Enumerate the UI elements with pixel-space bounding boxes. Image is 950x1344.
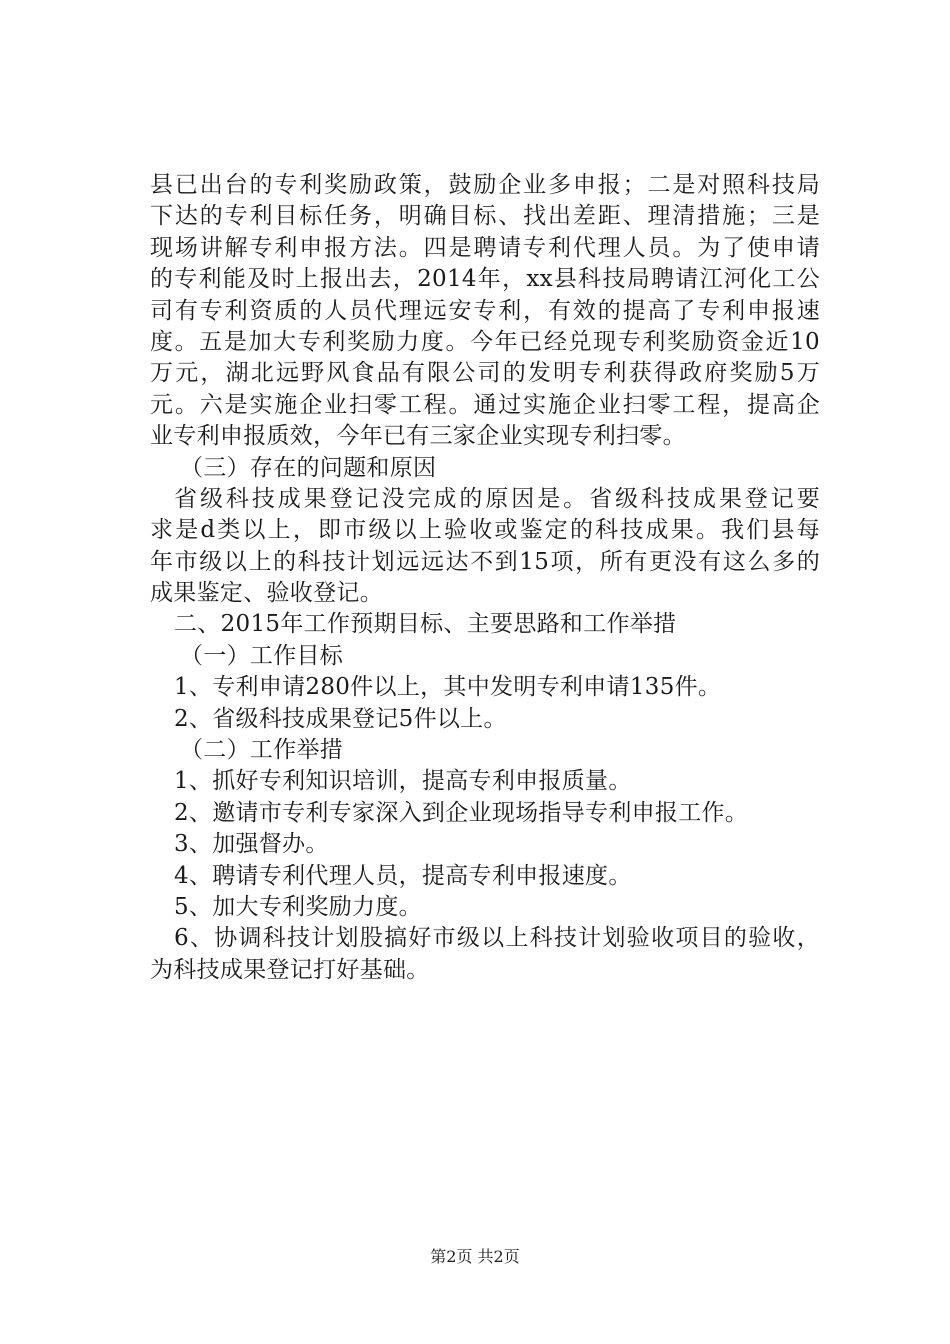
list-item: 5、加大专利奖励力度。: [174, 893, 422, 920]
paragraph-line: 求是d类以上，即市级以上验收或鉴定的科技成果。我们县每: [150, 517, 820, 544]
list-item: 4、聘请专利代理人员，提高专利申报速度。: [174, 862, 632, 889]
paragraph-line: 下达的专利目标任务，明确目标、找出差距、理清措施；三是: [150, 203, 820, 230]
paragraph-line: 年市级以上的科技计划远远达不到15项，所有更没有这么多的: [150, 548, 820, 575]
list-item: 2、邀请市专利专家深入到企业现场指导专利申报工作。: [174, 799, 749, 826]
paragraph-line: 元。六是实施企业扫零工程。通过实施企业扫零工程，提高企: [150, 391, 820, 418]
paragraph-line: 万元，湖北远野风食品有限公司的发明专利获得政府奖励5万: [150, 360, 820, 387]
subsection-heading: （一）工作目标: [180, 642, 344, 669]
paragraph-line: 现场讲解专利申报方法。四是聘请专利代理人员。为了使申请: [150, 234, 820, 261]
list-item: 1、抓好专利知识培训，提高专利申报质量。: [174, 768, 632, 795]
section-heading: 二、2015年工作预期目标、主要思路和工作举措: [174, 611, 677, 638]
list-item-continuation: 为科技成果登记打好基础。: [150, 956, 430, 983]
list-item: 6、协调科技计划股搞好市级以上科技计划验收项目的验收，: [174, 925, 820, 952]
list-item: 3、加强督办。: [174, 831, 329, 858]
paragraph-line: 司有专利资质的人员代理远安专利，有效的提高了专利申报速: [150, 297, 820, 324]
document-body: [150, 170, 820, 986]
section-heading: （三）存在的问题和原因: [180, 454, 437, 481]
paragraph-line: 成果鉴定、验收登记。: [150, 580, 383, 607]
subsection-heading: （二）工作举措: [180, 737, 344, 764]
paragraph-line: 度。五是加大专利奖励力度。今年已经兑现专利奖励资金近10: [150, 328, 820, 355]
list-item: 2、省级科技成果登记5件以上。: [174, 705, 507, 732]
paragraph-line: 的专利能及时上报出去，2014年，xx县科技局聘请江河化工公: [150, 266, 820, 293]
page-number-footer: 第2页 共2页: [430, 1247, 520, 1266]
paragraph-line: 业专利申报质效，今年已有三家企业实现专利扫零。: [150, 423, 686, 450]
list-item: 1、专利申请280件以上，其中发明专利申请135件。: [174, 674, 722, 701]
paragraph-line: 省级科技成果登记没完成的原因是。省级科技成果登记要: [174, 485, 820, 512]
paragraph-line: 县已出台的专利奖励政策，鼓励企业多申报；二是对照科技局: [150, 172, 820, 198]
